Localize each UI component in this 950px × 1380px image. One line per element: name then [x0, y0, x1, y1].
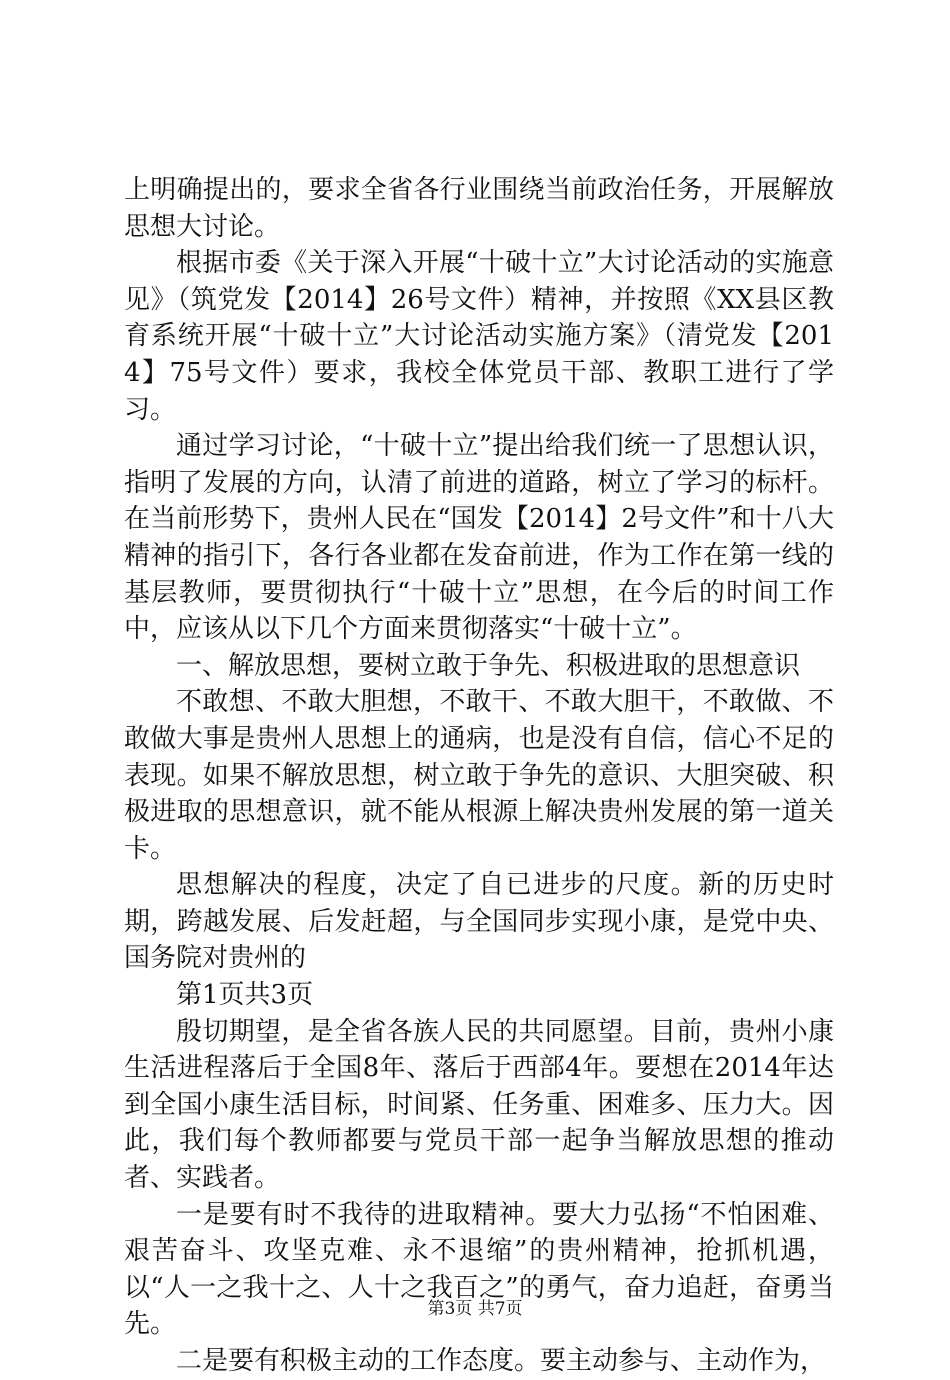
paragraph: 二是要有积极主动的工作态度。要主动参与、主动作为，	[176, 1346, 827, 1376]
page-footer: 第3页 共7页	[427, 1299, 523, 1319]
inline-page-label: 第1页共3页	[176, 980, 314, 1011]
paragraph: 殷切期望，是全省各族人民的共同愿望。目前，贵州小康生活进程落后于全国8年、落后于西部4年。要想在2014年达到全国小康生活目标，时间紧、任务重、困难多、压力大。因此，我们每个教师都要与党员干部一起争当解放思想的推动者、实践者。	[124, 1016, 834, 1194]
paragraph: 不敢想、不敢大胆想，不敢干、不敢大胆干，不敢做、不敢做大事是贵州人思想上的通病，也是没有自信，信心不足的表现。如果不解放思想，树立敢于争先的意识、大胆突破、积极进取的思想意识，就不能从根源上解决贵州发展的第一道关卡。	[124, 687, 834, 864]
paragraph: 思想解决的程度，决定了自已进步的尺度。新的历史时期，跨越发展、后发赶超，与全国同步实现小康，是党中央、国务院对贵州的	[124, 870, 834, 974]
paragraph: 通过学习讨论，“十破十立”提出给我们统一了思想认识，指明了发展的方向，认清了前进的道路，树立了学习的标杆。在当前形势下，贵州人民在“国发【2014】2号文件”和十八大精神的指引下，各行各业都在发奋前进，作为工作在第一线的基层教师，要贯彻执行“十破十立”思想，在今后的时间工作中，应该从以下几个方面来贯彻落实“十破十立”。	[124, 431, 834, 645]
paragraph: 一是要有时不我待的进取精神。要大力弘扬“不怕困难、艰苦奋斗、攻坚克难、永不退缩”的贵州精神，抢抓机遇，以“人一之我十之、人十之我百之”的勇气，奋力追赶，奋勇当先。	[124, 1199, 834, 1340]
document-body	[124, 172, 834, 1380]
paragraph-continuation: 上明确提出的，要求全省各行业围绕当前政治任务，开展解放思想大讨论。	[124, 175, 834, 242]
section-heading: 一、解放思想，要树立敢于争先、积极进取的思想意识	[176, 650, 801, 681]
paragraph: 根据市委《关于深入开展“十破十立”大讨论活动的实施意见》（筑党发【2014】26号文件）精神，并按照《XX县区教育系统开展“十破十立”大讨论活动实施方案》（清党发【2014】75号文件）要求，我校全体党员干部、教职工进行了学习。	[124, 248, 834, 425]
